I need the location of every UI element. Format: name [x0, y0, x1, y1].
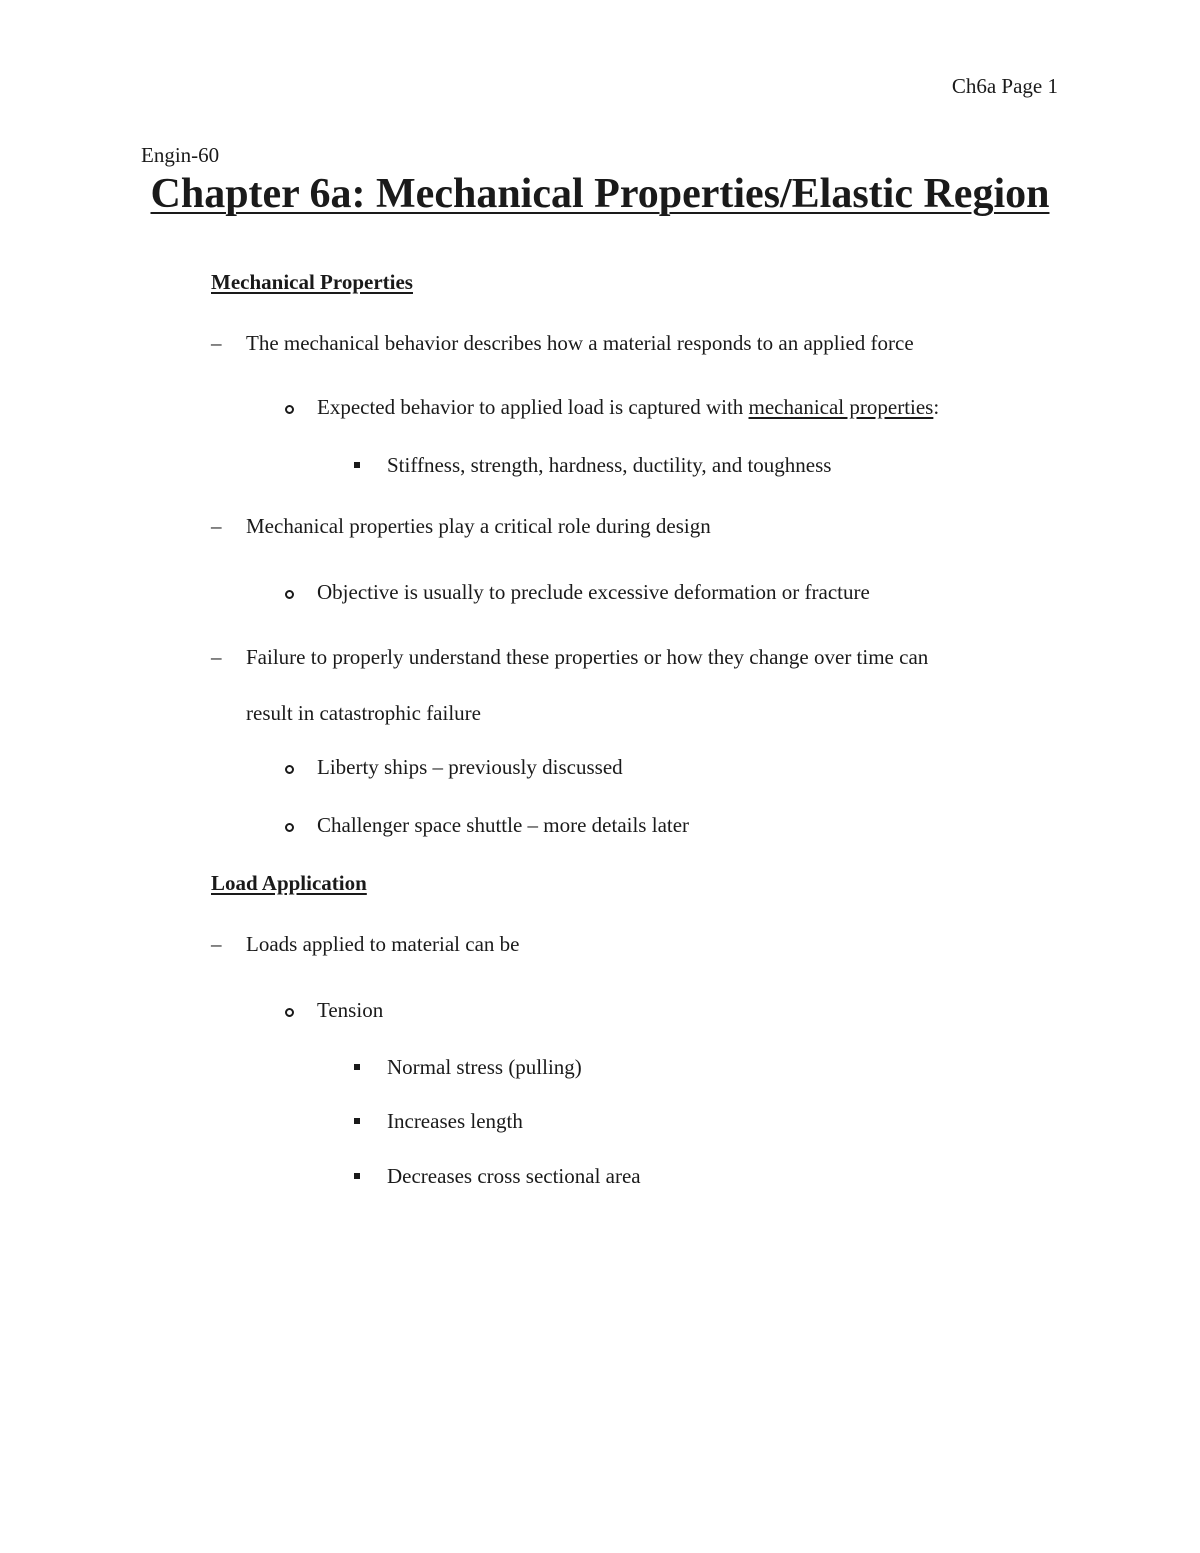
circle-bullet	[285, 405, 294, 414]
circle-bullet	[285, 590, 294, 599]
page-title: Chapter 6a: Mechanical Properties/Elastic Region	[150, 171, 1050, 217]
underlined-term: mechanical properties	[748, 395, 934, 419]
list-item: Challenger space shuttle – more details later	[317, 813, 690, 837]
list-item: Stiffness, strength, hardness, ductility, and toughness	[387, 453, 832, 477]
list-item: Increases length	[387, 1109, 523, 1133]
list-item: Decreases cross sectional area	[387, 1164, 641, 1188]
dash-bullet: –	[211, 645, 222, 669]
course-label: Engin-60	[141, 143, 220, 167]
list-item-continuation: result in catastrophic failure	[246, 701, 481, 725]
list-item: Tension	[317, 998, 384, 1022]
dash-bullet: –	[211, 331, 222, 355]
circle-bullet	[285, 765, 294, 774]
section-heading-mechanical-properties: Mechanical Properties	[211, 270, 413, 294]
page-header: Ch6a Page 1	[951, 74, 1058, 98]
circle-bullet	[285, 1008, 294, 1017]
list-item: Mechanical properties play a critical role during design	[246, 514, 711, 538]
list-item	[317, 395, 939, 420]
list-item: Failure to properly understand these properties or how they change over time can	[246, 645, 929, 669]
section-heading-load-application: Load Application	[211, 871, 367, 895]
circle-bullet	[285, 823, 294, 832]
square-bullet	[354, 1118, 360, 1124]
square-bullet	[354, 1173, 360, 1179]
square-bullet	[354, 462, 360, 468]
square-bullet	[354, 1064, 360, 1070]
dash-bullet: –	[211, 514, 222, 538]
dash-bullet: –	[211, 932, 222, 956]
list-item: Liberty ships – previously discussed	[317, 755, 623, 779]
list-item-punctuation: :	[933, 395, 940, 419]
list-item-text: Expected behavior to applied load is captured with	[317, 395, 749, 419]
list-item: Loads applied to material can be	[246, 932, 520, 956]
list-item: Objective is usually to preclude excessive deformation or fracture	[317, 580, 870, 604]
list-item: Normal stress (pulling)	[387, 1055, 582, 1079]
list-item: The mechanical behavior describes how a material responds to an applied force	[246, 331, 914, 355]
